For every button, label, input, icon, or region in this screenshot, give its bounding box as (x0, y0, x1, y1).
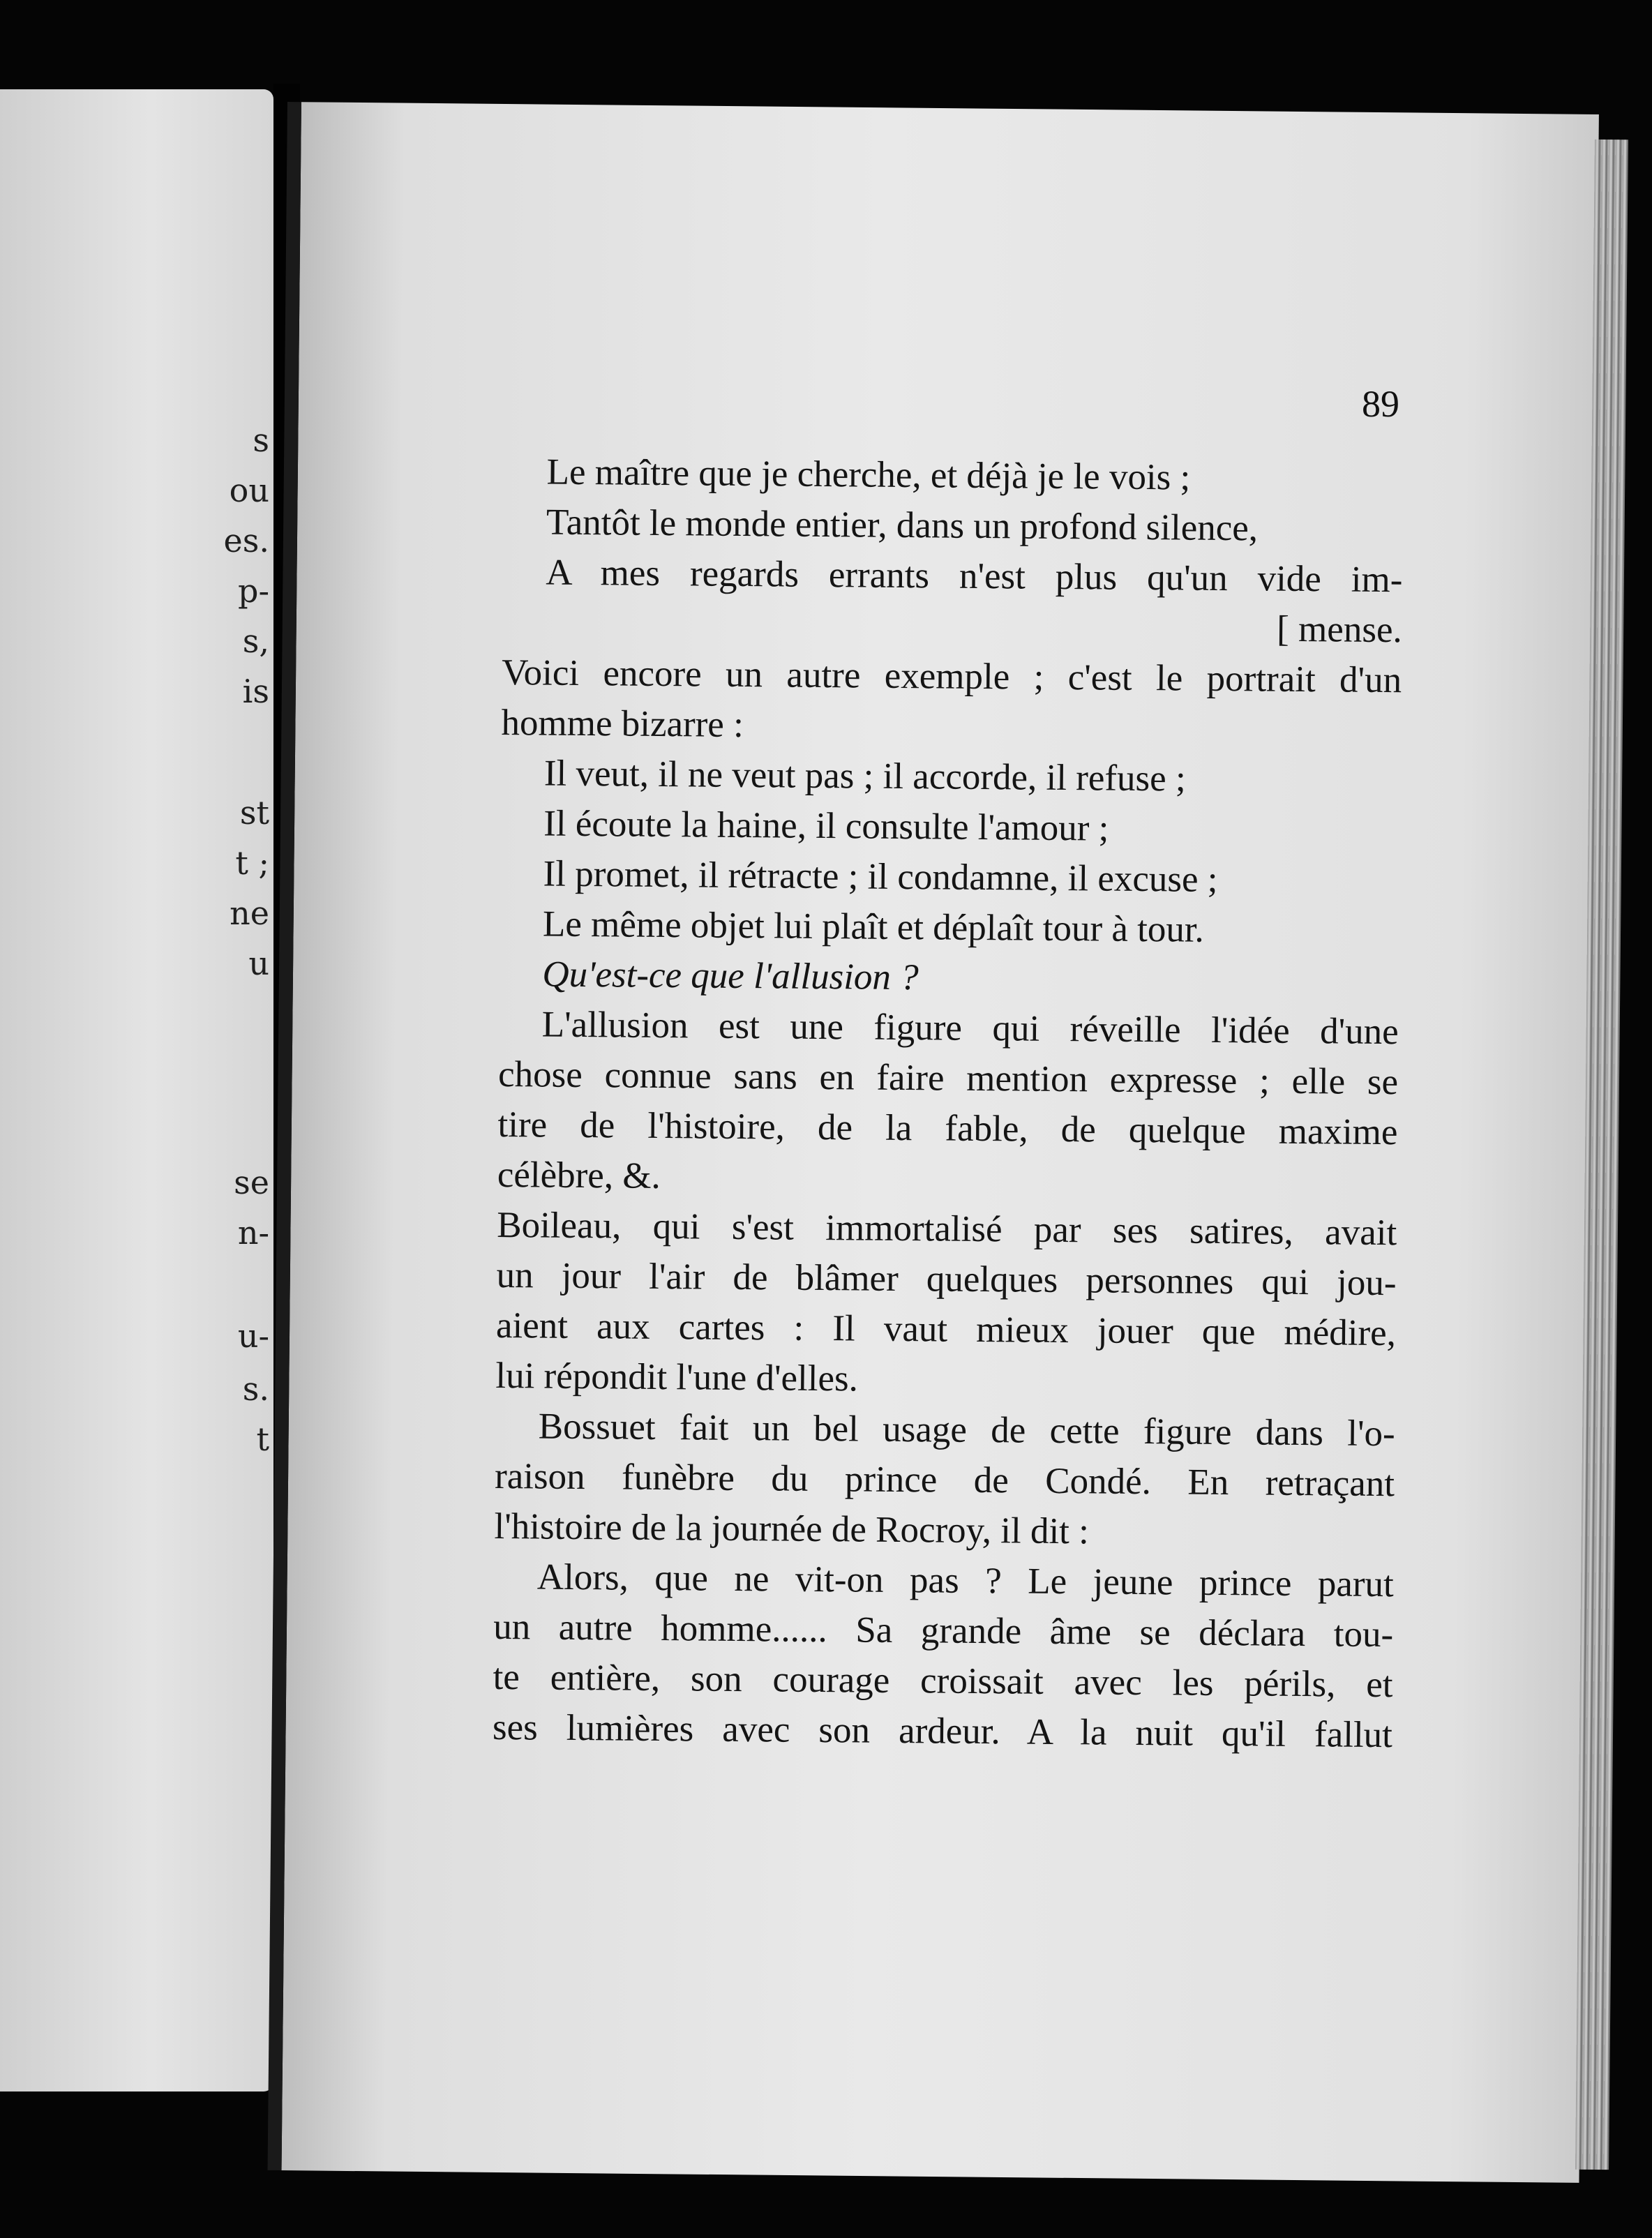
text-line: Voici encore un autre exemple ; c'est le portrait d'un (501, 652, 1402, 701)
left-margin-fragment: u (248, 945, 269, 982)
left-margin-fragment: s, (242, 622, 269, 660)
text-line: Le même objet lui plaît et déplaît tour à tour. (542, 903, 1205, 950)
text-line: lui répondit l'une d'elles. (495, 1355, 859, 1399)
left-margin-fragment: t (256, 1420, 269, 1458)
left-margin-fragment: s (253, 421, 269, 459)
text-line: Boileau, qui s'est immortalisé par ses satires, avait (497, 1204, 1397, 1254)
left-margin-fragment: ou (229, 472, 269, 509)
left-page (0, 89, 273, 2091)
text-line: ses lumières avec son ardeur. A la nuit qu'il fallut (492, 1706, 1393, 1756)
left-margin-fragment: se (234, 1164, 269, 1201)
text-line: l'histoire de la journée de Rocroy, il dit : (494, 1505, 1090, 1552)
left-margin-fragment: t ; (235, 844, 269, 882)
text-line: Bossuet fait un bel usage de cette figure dans l'o- (538, 1406, 1395, 1455)
page-body-text (493, 446, 1404, 1760)
text-line: Tantôt le monde entier, dans un profond silence, (546, 502, 1259, 549)
text-line: Il écoute la haine, il consulte l'amour ; (543, 803, 1109, 849)
left-margin-fragment: ne (230, 894, 269, 932)
text-line: chose connue sans en faire mention expresse ; elle se (497, 1053, 1399, 1103)
section-heading: Qu'est-ce que l'allusion ? (542, 954, 919, 998)
text-line: un jour l'air de blâmer quelques personnes qui jou- (496, 1254, 1397, 1304)
text-line: te entière, son courage croissait avec les périls, et (493, 1656, 1393, 1706)
text-line: Il promet, il rétracte ; il condamne, il excuse ; (543, 853, 1218, 900)
text-line: Il veut, il ne veut pas ; il accorde, il refuse ; (543, 753, 1186, 799)
text-line: L'allusion est une figure qui réveille l'idée d'une (541, 1004, 1399, 1053)
left-margin-fragment: is (242, 673, 269, 710)
text-line: Le maître que je cherche, et déjà je le vois ; (546, 451, 1191, 498)
text-line: célèbre, &. (497, 1154, 661, 1197)
left-margin-fragment: s. (242, 1370, 269, 1408)
text-line: Alors, que ne vit-on pas ? Le jeune prince parut (536, 1556, 1395, 1605)
left-margin-fragment: p- (238, 572, 269, 610)
left-margin-fragment: es. (223, 522, 269, 560)
left-margin-fragment: u- (237, 1317, 269, 1355)
page-number: 89 (1362, 383, 1399, 425)
text-line: homme bizarre : (501, 702, 744, 746)
left-margin-fragment: st (239, 794, 269, 832)
left-margin-fragment: n- (237, 1214, 269, 1252)
text-line: un autre homme...... Sa grande âme se déclara tou- (493, 1606, 1394, 1655)
text-line: A mes regards errants n'est plus qu'un vide im- (546, 552, 1403, 601)
text-line: raison funèbre du prince de Condé. En retraçant (494, 1455, 1395, 1505)
text-line: aient aux cartes : Il vaut mieux jouer que médire, (495, 1305, 1397, 1354)
text-line: tire de l'histoire, de la fable, de quelque maxime (497, 1104, 1398, 1153)
text-line: [ mense. (1276, 608, 1403, 651)
